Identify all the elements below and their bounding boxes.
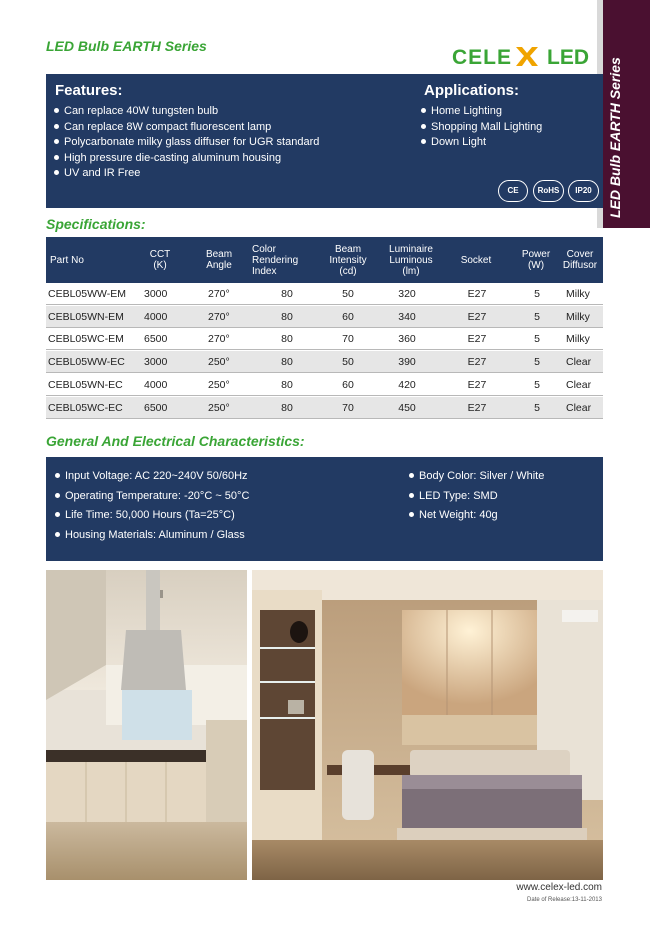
list-item: Home Lighting [421,104,542,120]
list-item: UV and IR Free [54,166,319,182]
cell-luminous: 450 [398,401,416,414]
ip20-icon: IP20 [568,180,599,202]
cell-luminous: 390 [398,356,416,369]
specifications-heading: Specifications: [46,216,146,232]
cell-socket: E27 [467,333,487,346]
bullet-icon [55,512,60,517]
bullet-icon [409,493,414,498]
cell-beam-angle: 250° [208,401,230,414]
bullet-icon [421,139,426,144]
cell-cover: Clear [566,356,592,369]
cell-part-no: CEBL05WN-EM [48,310,124,323]
bullet-icon [409,473,414,478]
col-cct: CCT (K) [149,249,171,271]
col-part-no: Part No [50,254,84,266]
bullet-icon [55,473,60,478]
cell-luminous: 420 [398,378,416,391]
cell-luminous: 320 [398,288,416,300]
ce-mark-icon: CE [498,180,528,202]
list-item: High pressure die-casting aluminum housing [54,151,319,167]
cell-socket: E27 [467,378,487,391]
cell-cct: 4000 [144,310,168,323]
bullet-icon [409,512,414,517]
bedroom-photo [252,570,603,880]
cell-cri: 80 [281,288,293,300]
applications-list [421,104,542,151]
table-row [46,374,603,396]
cell-power: 5 [534,333,540,346]
cell-part-no: CEBL05WC-EC [48,401,123,414]
list-item: Net Weight: 40g [409,506,544,526]
cell-beam-angle: 250° [208,378,230,391]
cell-beam-intensity: 60 [342,310,354,323]
list-item: Life Time: 50,000 Hours (Ta=25°C) [55,506,249,526]
col-cover: Cover Diffusor [562,249,598,271]
footer-url[interactable]: www.celex-led.com [516,882,602,893]
cell-beam-angle: 270° [208,288,230,300]
cell-cover: Milky [566,333,590,346]
cell-beam-angle: 270° [208,333,230,346]
cell-power: 5 [534,401,540,414]
col-luminous: Luminaire Luminous (lm) [389,243,433,277]
cell-cct: 3000 [144,356,168,369]
bullet-icon [55,493,60,498]
col-power: Power (W) [521,249,551,271]
rohs-icon: RoHS [533,180,564,202]
spec-table-header [46,237,603,283]
kitchen-photo [46,570,247,880]
svg-text:CELE: CELE [452,46,513,69]
side-tab-label: LED Bulb EARTH Series [607,57,623,218]
cell-part-no: CEBL05WW-EC [48,356,125,369]
characteristics-left-list [55,467,249,545]
table-row [46,351,603,373]
col-cri: Color Rendering Index [252,243,299,277]
list-item: Body Color: Silver / White [409,467,544,487]
cell-cover: Milky [566,288,590,300]
cell-cct: 6500 [144,401,168,414]
cell-cri: 80 [281,378,293,391]
characteristics-panel [46,457,603,561]
cell-cri: 80 [281,401,293,414]
cell-power: 5 [534,310,540,323]
bullet-icon [54,108,59,113]
list-item: LED Type: SMD [409,487,544,507]
cell-cct: 6500 [144,333,168,346]
svg-text:LED: LED [547,46,589,69]
characteristics-right-list [409,467,544,526]
cell-power: 5 [534,378,540,391]
features-list [54,104,319,182]
logo-x-mark [516,47,538,66]
list-item: Can replace 8W compact fluorescent lamp [54,120,319,136]
cell-luminous: 360 [398,333,416,346]
table-row [46,283,603,305]
cell-socket: E27 [467,288,487,300]
bullet-icon [421,124,426,129]
cell-cri: 80 [281,333,293,346]
list-item: Polycarbonate milky glass diffuser for UGR standard [54,135,319,151]
cell-luminous: 340 [398,310,416,323]
features-heading: Features: [55,82,123,99]
cell-beam-angle: 270° [208,310,230,323]
cell-beam-intensity: 70 [342,401,354,414]
cell-socket: E27 [467,401,487,414]
cell-cct: 3000 [144,288,168,300]
list-item: Shopping Mall Lighting [421,120,542,136]
cell-socket: E27 [467,356,487,369]
col-beam-intensity: Beam Intensity (cd) [329,243,367,277]
applications-heading: Applications: [424,82,520,99]
cell-part-no: CEBL05WC-EM [48,333,124,346]
celex-logo [452,44,594,70]
bullet-icon [54,139,59,144]
table-row [46,328,603,350]
list-item: Can replace 40W tungsten bulb [54,104,319,120]
table-row [46,306,603,328]
list-item: Input Voltage: AC 220~240V 50/60Hz [55,467,249,487]
list-item: Down Light [421,135,542,151]
cell-cri: 80 [281,310,293,323]
bullet-icon [54,124,59,129]
cell-cover: Clear [566,378,592,391]
cell-cover: Clear [566,401,592,414]
col-beam-angle: Beam Angle [205,249,233,271]
cell-socket: E27 [467,310,487,323]
list-item: Operating Temperature: -20°C ~ 50°C [55,487,249,507]
bullet-icon [54,170,59,175]
cell-beam-angle: 250° [208,356,230,369]
cell-cover: Milky [566,310,590,323]
bullet-icon [54,155,59,160]
col-socket: Socket [460,254,492,266]
cell-beam-intensity: 60 [342,378,354,391]
cell-power: 5 [534,288,540,300]
bullet-icon [55,532,60,537]
cell-beam-intensity: 50 [342,356,354,369]
cell-beam-intensity: 70 [342,333,354,346]
cell-part-no: CEBL05WN-EC [48,378,123,391]
characteristics-heading: General And Electrical Characteristics: [46,433,305,449]
cell-part-no: CEBL05WW-EM [48,288,126,300]
series-side-tab [597,0,650,228]
cell-beam-intensity: 50 [342,288,354,300]
list-item: Housing Materials: Aluminum / Glass [55,526,249,546]
cell-cct: 4000 [144,378,168,391]
cell-power: 5 [534,356,540,369]
footer-release-date: Date of Release:13-11-2013 [527,897,602,903]
table-row [46,397,603,419]
page-title: LED Bulb EARTH Series [46,38,207,54]
cell-cri: 80 [281,356,293,369]
bullet-icon [421,108,426,113]
